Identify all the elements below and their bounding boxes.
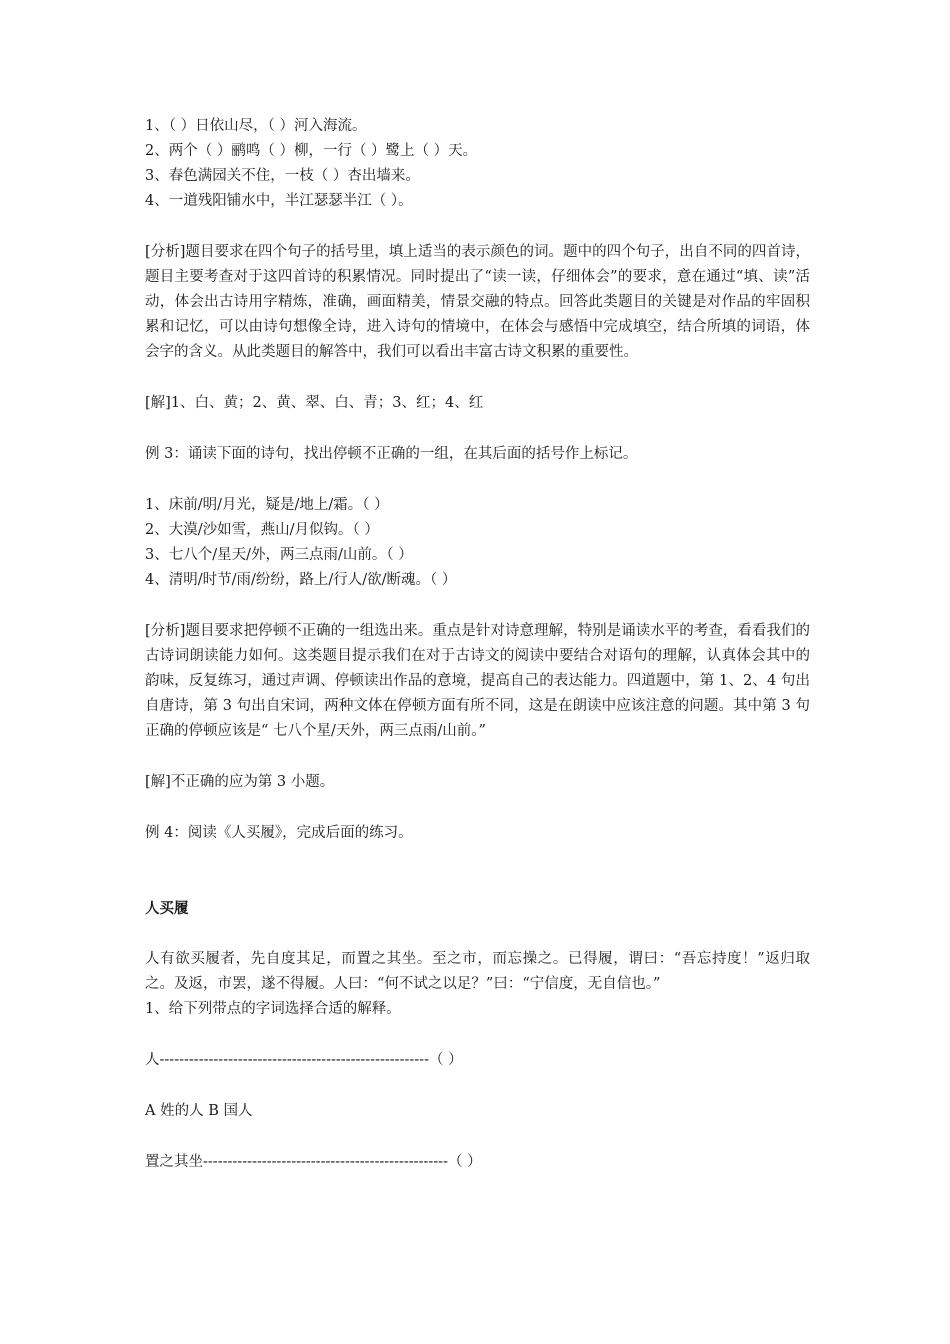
question-1-item-1-options: A 姓的人 B 国人	[145, 1103, 253, 1119]
ex3-item-3: 3、七八个/星天/外，两三点雨/山前。（ ）	[145, 547, 413, 563]
story-title: 人买履	[145, 900, 189, 917]
ex3-item-4: 4、清明/时节/雨/纷纷，路上/行人/欲/断魂。（ ）	[145, 572, 457, 588]
ex4-prompt: 例 4：阅读《人买履》，完成后面的练习。	[145, 825, 413, 841]
ex2-answer: [解]1、白、黄；2、黄、翠、白、青；3、红；4、红	[145, 395, 484, 411]
question-1-prompt: 1、给下列带点的字词选择合适的解释。	[145, 1001, 401, 1017]
ex2-item-4: 4、一道残阳铺水中，半江瑟瑟半江（ ）。	[145, 193, 413, 209]
document-page	[145, 114, 810, 1175]
question-1-item-1: 人-------------------------------------------------------（ ）	[145, 1052, 463, 1068]
ex2-analysis: [分析]题目要求在四个句子的括号里，填上适当的表示颜色的词。题中的四个句子，出自不同的四首诗，题目主要考查对于这四首诗的积累情况。同时提出了“读一读，仔细体会”的要求，意在通过“填、读”活动，体会出古诗用字精炼，准确，画面精美，情景交融的特点。回答此类题目的关键是对作品的牢固积累和记忆，可以由诗句想像全诗，进入诗句的情境中，在体会与感悟中完成填空，结合所填的词语，体会字的含义。从此类题目的解答中，我们可以看出丰富古诗文积累的重要性。	[145, 244, 810, 360]
question-1-item-2: 置之其坐--------------------------------------------------（ ）	[145, 1154, 482, 1170]
ex3-analysis: [分析]题目要求把停顿不正确的一组选出来。重点是针对诗意理解，特别是诵读水平的考查，看看我们的古诗词朗读能力如何。这类题目提示我们在对于古诗文的阅读中要结合对语句的理解，认真体会其中的韵味，反复练习，通过声调、停顿读出作品的意境，提高自己的表达能力。四道题中，第 1、2、4 句出自唐诗，第 3 句出自宋词，两种文体在停顿方面有所不同，这是在朗读中应该注意的问题。其中第 3 句正确的停顿应该是“ 七八个星/天外，两三点雨/山前。”	[145, 623, 810, 739]
ex2-item-3: 3、春色满园关不住，一枝（ ）杏出墙来。	[145, 168, 420, 184]
ex3-item-2: 2、大漠/沙如雪，燕山/月似钩。（ ）	[145, 522, 379, 538]
story-text: 人有欲买履者，先自度其足，而置之其坐。至之市，而忘操之。已得履，谓曰：“吾忘持度！”返归取之。及返，市罢，遂不得履。人曰：“何不试之以足？”曰：“宁信度，无自信也。”	[145, 951, 810, 992]
ex3-answer: [解]不正确的应为第 3 小题。	[145, 774, 335, 790]
ex2-item-2: 2、两个（ ）鹂鸣（ ）柳，一行（ ）鹭上（ ）天。	[145, 143, 478, 159]
ex3-item-1: 1、床前/明/月光，疑是/地上/霜。（ ）	[145, 497, 389, 513]
ex2-item-1: 1、（ ）日依山尽，（ ）河入海流。	[145, 118, 367, 134]
ex3-prompt: 例 3：诵读下面的诗句，找出停顿不正确的一组，在其后面的括号作上标记。	[145, 446, 638, 462]
